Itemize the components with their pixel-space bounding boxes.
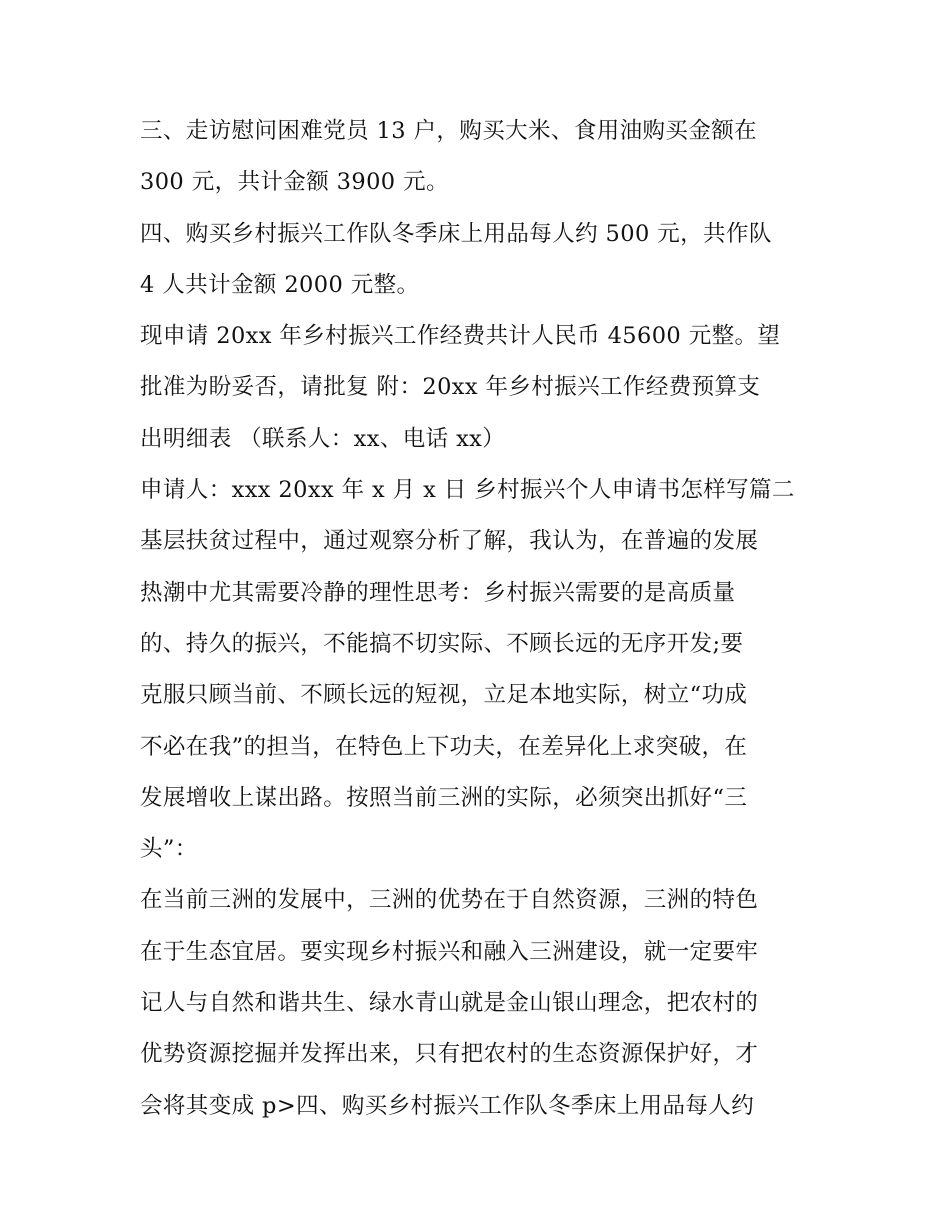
text-line: 的、持久的振兴，不能搞不切实际、不顾长远的无序开发;要 — [140, 630, 744, 657]
text-line: 不必在我”的担当，在特色上下功夫，在差异化上求突破，在 — [140, 733, 748, 760]
text-line: 发展增收上谋出路。按照当前三洲的实际，必须突出抓好“三 — [140, 784, 748, 811]
document-body — [140, 106, 820, 1132]
text-line: 300 元，共计金额 3900 元。 — [140, 169, 449, 196]
text-line: 三、走访慰问困难党员 13 户，购买大米、食用油购买金额在 — [140, 118, 758, 144]
text-line: 现申请 20xx 年乡村振兴工作经费共计人民币 45600 元整。望 — [140, 323, 781, 350]
text-line: 头”： — [140, 836, 198, 863]
text-line: 会将其变成 p>四、购买乡村振兴工作队冬季床上用品每人约 — [140, 1092, 755, 1119]
text-line: 4 人共计金额 2000 元整。 — [140, 271, 420, 298]
text-line: 克服只顾当前、不顾长远的短视，立足本地实际，树立“功成 — [140, 682, 748, 709]
text-line: 出明细表 （联系人：xx、电话 xx） — [140, 425, 506, 452]
text-line: 记人与自然和谐共生、绿水青山就是金山银山理念，把农村的 — [140, 990, 759, 1017]
text-line: 热潮中尤其需要冷静的理性思考：乡村振兴需要的是高质量 — [140, 579, 736, 606]
text-line: 批准为盼妥否，请批复 附：20xx 年乡村振兴工作经费预算支 — [140, 374, 761, 401]
text-line: 在当前三洲的发展中，三洲的优势在于自然资源，三洲的特色 — [140, 887, 759, 914]
text-line: 申请人：xxx 20xx 年 x 月 x 日 乡村振兴个人申请书怎样写篇二 — [140, 477, 795, 504]
text-line: 四、购买乡村振兴工作队冬季床上用品每人约 500 元，共作队 — [140, 220, 772, 247]
text-line: 在于生态宜居。要实现乡村振兴和融入三洲建设，就一定要牢 — [140, 938, 759, 965]
text-line: 优势资源挖掘并发挥出来，只有把农村的生态资源保护好，才 — [140, 1041, 759, 1068]
text-line: 基层扶贫过程中，通过观察分析了解，我认为，在普遍的发展 — [140, 528, 759, 555]
